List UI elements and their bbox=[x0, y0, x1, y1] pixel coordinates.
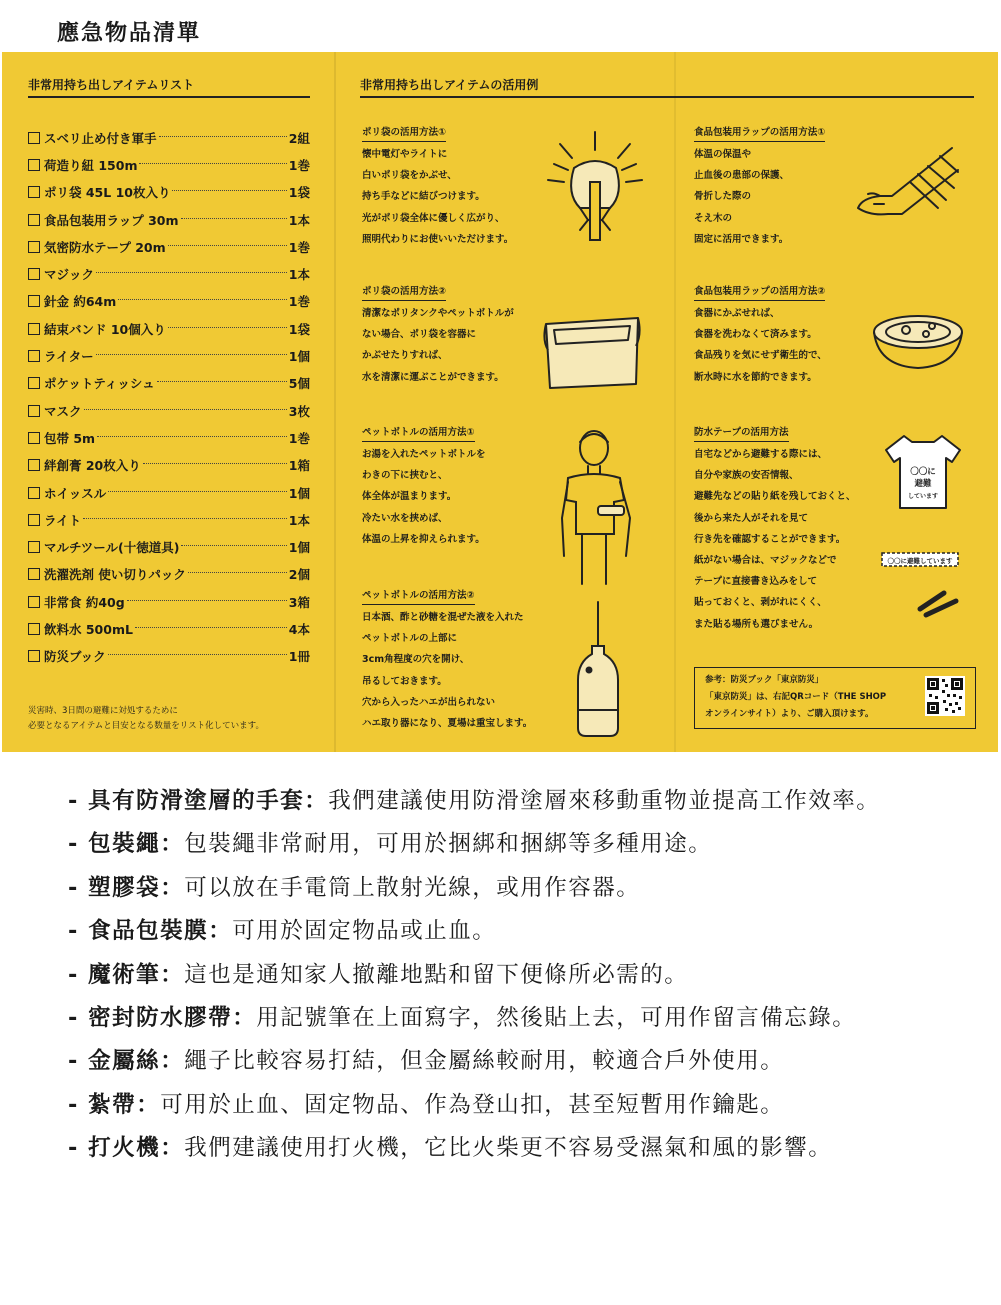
item-name: ホイッスル bbox=[44, 485, 107, 501]
usage-block bbox=[694, 422, 856, 635]
note-bullet: - bbox=[68, 1135, 89, 1162]
item-name: 防災ブック bbox=[44, 649, 106, 665]
checkbox[interactable] bbox=[28, 514, 40, 526]
checklist-item bbox=[28, 615, 310, 642]
checklist-item bbox=[28, 342, 310, 369]
checklist-item bbox=[28, 506, 310, 533]
heading-rule bbox=[28, 96, 310, 98]
usage-title: ペットボトルの活用方法② bbox=[362, 588, 475, 605]
item-notes-list bbox=[68, 780, 918, 1171]
note-item bbox=[68, 780, 918, 823]
usage-line: 照明代わりにお使いいただけます。 bbox=[362, 233, 514, 245]
item-name: 非常食 約40g bbox=[44, 594, 125, 610]
usage-line: 紙がない場合は、マジックなどで bbox=[694, 555, 837, 567]
checkbox[interactable] bbox=[28, 323, 40, 335]
note-item bbox=[68, 1084, 918, 1127]
usage-line: 自宅などから避難する際には、 bbox=[694, 449, 828, 460]
usage-line: 吊るしておきます。 bbox=[362, 675, 447, 687]
tape-text: 〇〇に避難しています bbox=[887, 557, 953, 565]
usage-line: わきの下に挟むと、 bbox=[362, 470, 448, 482]
reference-line: 参考：防災ブック「東京防災」 bbox=[705, 675, 824, 685]
checkbox[interactable] bbox=[28, 350, 40, 362]
item-name: 食品包装用ラップ 30m bbox=[44, 212, 179, 228]
leaflet-fold bbox=[334, 52, 336, 752]
leader-dots bbox=[83, 517, 287, 519]
item-name: 荷造り紐 150m bbox=[44, 157, 138, 173]
item-name: ライト bbox=[44, 512, 82, 528]
item-quantity: 1箱 bbox=[288, 458, 310, 474]
item-name: 飲料水 500mL bbox=[44, 621, 133, 637]
item-name: 気密防水テープ 20m bbox=[44, 239, 166, 255]
checklist-item bbox=[28, 151, 310, 178]
usage-line: 穴から入ったハエが出られない bbox=[362, 696, 496, 708]
leader-dots bbox=[181, 544, 286, 546]
note-separator: ： bbox=[136, 1091, 161, 1118]
usage-line: 後から来た人がそれを見て bbox=[694, 512, 809, 524]
item-name: 洗濯洗剤 使い切りパック bbox=[44, 567, 186, 583]
tape-marker-illustration bbox=[880, 551, 964, 621]
leader-dots bbox=[143, 462, 287, 464]
checklist-item bbox=[28, 288, 310, 315]
item-quantity: 1巻 bbox=[288, 294, 310, 310]
reference-line: オンラインサイト）より、ご購入頂けます。 bbox=[705, 709, 874, 719]
checkbox[interactable] bbox=[28, 568, 40, 580]
note-text: 可以放在手電筒上散射光線，或用作容器。 bbox=[184, 874, 641, 901]
note-text: 繩子比較容易打結，但金屬絲較耐用，較適合戶外使用。 bbox=[184, 1048, 785, 1075]
note-separator: ： bbox=[232, 1005, 257, 1032]
checkbox[interactable] bbox=[28, 650, 40, 662]
heading-rule bbox=[360, 96, 974, 98]
item-name: スベリ止め付き軍手 bbox=[44, 130, 157, 146]
usage-line: 行き先を確認することができます。 bbox=[694, 533, 846, 545]
note-item bbox=[68, 1040, 918, 1083]
usage-title: 防水テープの活用方法 bbox=[694, 425, 789, 442]
item-quantity: 2組 bbox=[288, 130, 310, 146]
item-quantity: 1本 bbox=[288, 212, 310, 228]
leader-dots bbox=[108, 653, 287, 655]
note-item bbox=[68, 1127, 918, 1170]
leader-dots bbox=[168, 244, 287, 246]
sign-text: しています bbox=[907, 493, 939, 500]
checkbox[interactable] bbox=[28, 623, 40, 635]
leader-dots bbox=[118, 298, 287, 300]
leader-dots bbox=[139, 162, 286, 164]
item-quantity: 1本 bbox=[288, 512, 310, 528]
person-bottle-illustration bbox=[544, 426, 640, 592]
usage-line: 光がポリ袋全体に優しく広がり、 bbox=[362, 212, 505, 224]
note-text: 這也是通知家人撤離地點和留下便條所必需的。 bbox=[184, 961, 689, 988]
usage-block bbox=[362, 122, 513, 250]
usage-line: そえ木の bbox=[694, 212, 733, 224]
note-text: 可用於止血、固定物品、作為登山扣，甚至短暫用作鑰匙。 bbox=[160, 1091, 785, 1118]
checklist-item bbox=[28, 479, 310, 506]
checklist-item bbox=[28, 315, 310, 342]
note-text: 包裝繩非常耐用，可用於捆綁和捆綁等多種用途。 bbox=[184, 831, 713, 858]
item-name: 絆創膏 20枚入り bbox=[44, 458, 141, 474]
note-separator: ： bbox=[208, 918, 233, 945]
footnote-line: 必要となるアイテムと目安となる数量をリスト化しています。 bbox=[28, 721, 264, 731]
usage-line: 清潔なポリタンクやペットボトルが bbox=[362, 308, 514, 319]
usage-line: 3cm角程度の穴を開け、 bbox=[362, 654, 470, 666]
checklist-item bbox=[28, 533, 310, 560]
note-separator: ： bbox=[304, 788, 329, 814]
usage-line: 体全体が温まります。 bbox=[362, 491, 457, 503]
item-quantity: 1巻 bbox=[288, 239, 310, 255]
usage-line: 冷たい水を挟めば、 bbox=[362, 512, 448, 524]
leader-dots bbox=[97, 435, 287, 437]
checklist-item bbox=[28, 206, 310, 233]
wrapped-arm-illustration bbox=[854, 144, 962, 228]
usage-line: かぶせたりすれば、 bbox=[362, 350, 448, 362]
note-term: 塑膠袋 bbox=[88, 874, 161, 901]
usage-line: 白いポリ袋をかぶせ、 bbox=[362, 170, 457, 182]
usage-line: 骨折した際の bbox=[694, 191, 752, 203]
item-quantity: 4本 bbox=[288, 621, 310, 637]
item-quantity: 1本 bbox=[288, 267, 310, 283]
checklist-item bbox=[28, 561, 310, 588]
note-bullet: - bbox=[68, 1048, 89, 1075]
item-quantity: 1巻 bbox=[288, 157, 310, 173]
usage-line: 止血後の患部の保護、 bbox=[694, 170, 790, 182]
usage-line: 貼っておくと、剥がれにくく、 bbox=[694, 597, 827, 609]
usage-title: 食品包装用ラップの活用方法① bbox=[694, 125, 825, 142]
leader-dots bbox=[168, 326, 287, 328]
note-term: 包裝繩 bbox=[88, 831, 161, 858]
usage-line: 食器を洗わなくて済みます。 bbox=[694, 329, 817, 341]
checklist-item bbox=[28, 643, 310, 670]
note-term: 魔術筆 bbox=[88, 961, 161, 988]
item-name: ポケットティッシュ bbox=[44, 376, 155, 392]
note-bullet: - bbox=[68, 1091, 89, 1118]
note-text: 我們建議使用防滑塗層來移動重物並提高工作效率。 bbox=[328, 788, 881, 814]
item-quantity: 1冊 bbox=[288, 649, 310, 665]
checklist-heading: 非常用持ち出しアイテムリスト bbox=[28, 78, 195, 92]
leader-dots bbox=[96, 271, 287, 273]
leader-dots bbox=[84, 408, 287, 410]
checkbox[interactable] bbox=[28, 132, 40, 144]
note-separator: ： bbox=[160, 831, 185, 858]
item-quantity: 1個 bbox=[288, 349, 310, 365]
usage-block bbox=[362, 281, 514, 388]
usage-line: お湯を入れたペットボトルを bbox=[362, 449, 486, 460]
usage-line: 食器にかぶせれば、 bbox=[694, 308, 780, 319]
usage-line: 断水時に水を節約できます。 bbox=[694, 371, 817, 383]
item-name: 結束バンド 10個入り bbox=[44, 321, 166, 337]
leader-dots bbox=[172, 189, 286, 191]
sign-text: 避難 bbox=[914, 479, 932, 489]
checkbox[interactable] bbox=[28, 186, 40, 198]
leader-dots bbox=[181, 217, 287, 219]
note-bullet: - bbox=[68, 1005, 89, 1032]
note-item bbox=[68, 910, 918, 953]
leader-dots bbox=[188, 571, 287, 573]
leader-dots bbox=[157, 380, 287, 382]
usage-line: 食品残りを気にせず衛生的で、 bbox=[694, 350, 827, 362]
usage-line: 固定に活用できます。 bbox=[694, 233, 789, 245]
item-name: ライター bbox=[44, 349, 94, 365]
item-quantity: 3枚 bbox=[288, 403, 310, 419]
bag-lantern-illustration bbox=[540, 124, 650, 244]
item-name: 針金 約64m bbox=[44, 294, 117, 310]
usage-line: 水を清潔に運ぶことができます。 bbox=[362, 371, 504, 383]
item-quantity: 1巻 bbox=[288, 430, 310, 446]
usage-block bbox=[362, 585, 532, 734]
item-name: マジック bbox=[44, 267, 95, 283]
item-quantity: 5個 bbox=[288, 376, 310, 392]
checkbox[interactable] bbox=[28, 487, 40, 499]
item-name: ポリ袋 45L 10枚入り bbox=[44, 185, 171, 201]
leader-dots bbox=[127, 599, 287, 601]
checkbox[interactable] bbox=[28, 377, 40, 389]
note-separator: ： bbox=[160, 1135, 185, 1162]
usage-line: 避難先などの貼り紙を残しておくと、 bbox=[694, 491, 856, 503]
note-separator: ： bbox=[160, 961, 185, 988]
item-name: マルチツール(十徳道具) bbox=[44, 540, 180, 556]
leader-dots bbox=[108, 490, 287, 492]
checkbox[interactable] bbox=[28, 432, 40, 444]
note-separator: ： bbox=[160, 874, 185, 901]
sign-text: 〇〇に bbox=[910, 467, 936, 477]
usage-block bbox=[694, 281, 827, 388]
checklist-item bbox=[28, 452, 310, 479]
qr-code[interactable] bbox=[925, 676, 965, 716]
leader-dots bbox=[96, 353, 287, 355]
note-bullet: - bbox=[68, 918, 89, 945]
container-bag-illustration bbox=[540, 310, 644, 394]
note-text: 用記號筆在上面寫字，然後貼上去，可用作留言備忘錄。 bbox=[256, 1005, 857, 1032]
page-title: 應急物品清單 bbox=[57, 21, 202, 46]
note-item bbox=[68, 867, 918, 910]
note-bullet: - bbox=[68, 831, 89, 858]
usage-line: 日本酒、酢と砂糖を混ぜた液を入れた bbox=[362, 612, 524, 623]
usage-line: テープに直接書き込みをして bbox=[694, 576, 818, 588]
usage-heading: 非常用持ち出しアイテムの活用例 bbox=[360, 78, 539, 92]
usage-title: 食品包装用ラップの活用方法② bbox=[694, 284, 825, 301]
reference-box bbox=[694, 667, 976, 729]
checklist-item bbox=[28, 397, 310, 424]
usage-block bbox=[694, 122, 825, 250]
usage-line: ない場合、ポリ袋を容器に bbox=[362, 329, 477, 341]
usage-line: また貼る場所も選びません。 bbox=[694, 618, 819, 630]
item-name: 包帯 5m bbox=[44, 430, 96, 446]
item-quantity: 1袋 bbox=[288, 321, 310, 337]
usage-line: 持ち手などに結びつけます。 bbox=[362, 191, 485, 203]
checkbox[interactable] bbox=[28, 159, 40, 171]
reference-line: 「東京防災」は、右記QRコード（THE SHOP bbox=[705, 692, 887, 702]
checkbox[interactable] bbox=[28, 241, 40, 253]
checklist-item bbox=[28, 233, 310, 260]
item-checklist bbox=[28, 124, 310, 670]
note-text: 可用於固定物品或止血。 bbox=[232, 918, 497, 945]
leader-dots bbox=[135, 626, 287, 628]
note-term: 食品包裝膜 bbox=[88, 918, 209, 945]
item-quantity: 2個 bbox=[288, 567, 310, 583]
note-item bbox=[68, 997, 918, 1040]
usage-title: ポリ袋の活用方法① bbox=[362, 125, 446, 142]
checklist-footnote bbox=[28, 704, 264, 734]
note-separator: ： bbox=[160, 1048, 185, 1075]
note-item bbox=[68, 823, 918, 866]
checkbox[interactable] bbox=[28, 295, 40, 307]
item-quantity: 1個 bbox=[288, 485, 310, 501]
shirt-sign-illustration bbox=[882, 430, 964, 514]
hanging-bottle-trap-illustration bbox=[562, 600, 632, 740]
usage-title: ポリ袋の活用方法② bbox=[362, 284, 446, 301]
checklist-item bbox=[28, 370, 310, 397]
note-term: 金屬絲 bbox=[88, 1048, 161, 1075]
leaflet-fold bbox=[674, 52, 676, 752]
checkbox[interactable] bbox=[28, 541, 40, 553]
usage-line: 体温の上昇を抑えられます。 bbox=[362, 533, 485, 545]
footnote-line: 災害時、3日間の避難に対処するために bbox=[28, 706, 178, 716]
checkbox[interactable] bbox=[28, 214, 40, 226]
checklist-item bbox=[28, 588, 310, 615]
leader-dots bbox=[159, 135, 287, 137]
usage-line: 体温の保温や bbox=[694, 149, 752, 160]
note-term: 密封防水膠帶 bbox=[88, 1005, 233, 1032]
usage-line: 自分や家族の安否情報、 bbox=[694, 470, 799, 482]
checkbox[interactable] bbox=[28, 268, 40, 280]
note-term: 具有防滑塗層的手套 bbox=[88, 788, 305, 814]
usage-line: ハエ取り器になり、夏場は重宝します。 bbox=[362, 718, 533, 730]
usage-line: 懐中電灯やライトに bbox=[362, 149, 448, 160]
item-name: マスク bbox=[44, 403, 82, 419]
note-bullet: - bbox=[68, 874, 89, 901]
usage-block bbox=[362, 422, 486, 550]
checklist-item bbox=[28, 424, 310, 451]
note-term: 紮帶 bbox=[88, 1091, 137, 1118]
item-quantity: 1個 bbox=[288, 540, 310, 556]
checkbox[interactable] bbox=[28, 459, 40, 471]
note-bullet: - bbox=[68, 788, 89, 814]
note-text: 我們建議使用打火機，它比火柴更不容易受濕氣和風的影響。 bbox=[184, 1135, 833, 1162]
note-item bbox=[68, 954, 918, 997]
item-quantity: 3箱 bbox=[288, 594, 310, 610]
item-quantity: 1袋 bbox=[288, 185, 310, 201]
usage-line: ペットボトルの上部に bbox=[362, 633, 458, 645]
note-bullet: - bbox=[68, 961, 89, 988]
emergency-leaflet bbox=[2, 52, 998, 752]
checklist-item bbox=[28, 124, 310, 151]
reference-text bbox=[705, 672, 886, 723]
covered-bowl-illustration bbox=[870, 310, 966, 380]
checkbox[interactable] bbox=[28, 405, 40, 417]
checkbox[interactable] bbox=[28, 596, 40, 608]
note-term: 打火機 bbox=[88, 1135, 161, 1162]
checklist-item bbox=[28, 179, 310, 206]
usage-title: ペットボトルの活用方法① bbox=[362, 425, 475, 442]
checklist-item bbox=[28, 260, 310, 287]
